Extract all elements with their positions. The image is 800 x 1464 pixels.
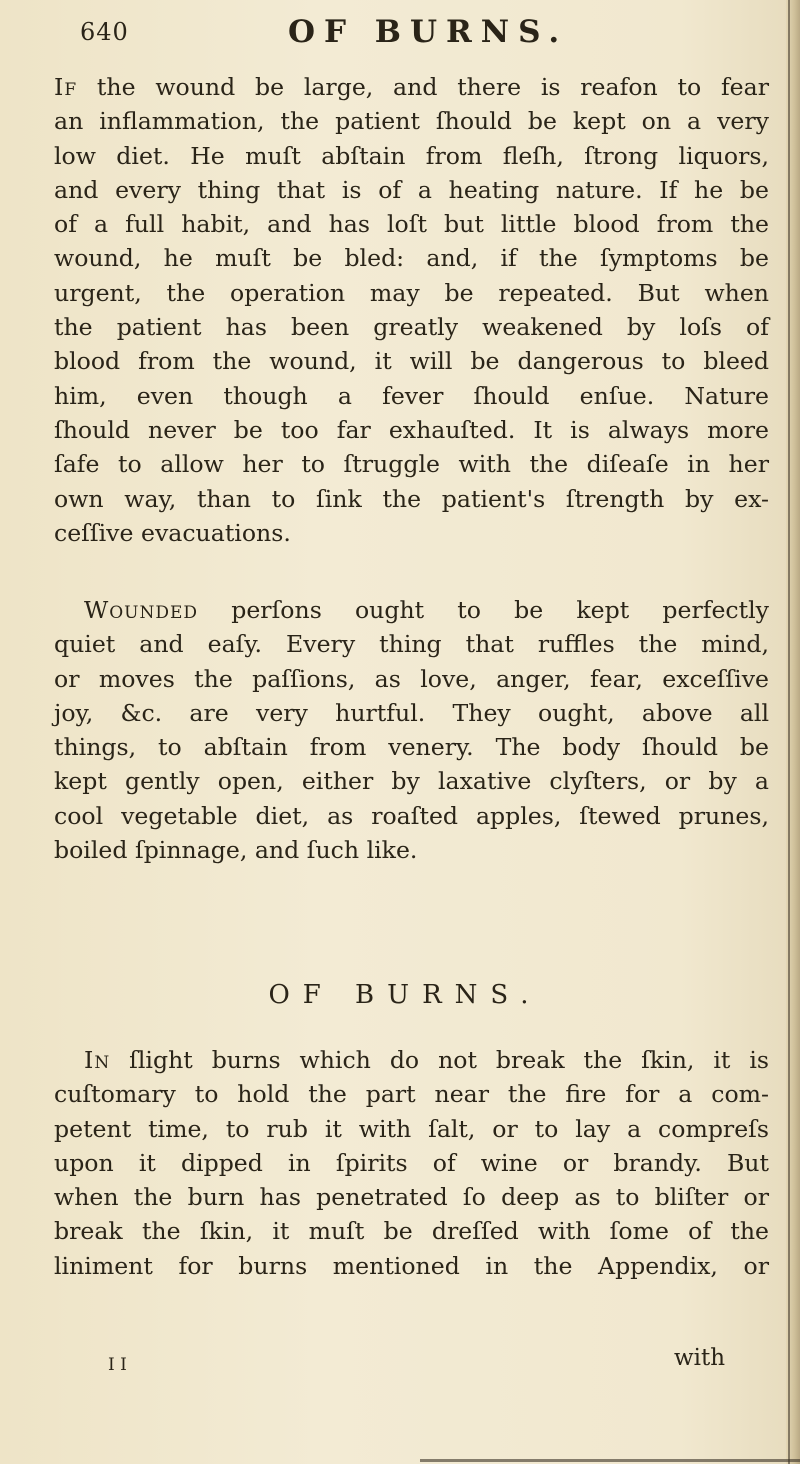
- paragraph-lead: Wounded: [84, 596, 199, 624]
- paragraph-3: [54, 1043, 769, 1283]
- text-line: things, to abſtain from venery. The body ſhould be: [54, 733, 769, 762]
- text-line: an inflammation, the patient ſhould be kept on a very: [54, 107, 769, 136]
- text-line: break the ſkin, it muſt be dreſſed with ſome of the: [54, 1217, 769, 1246]
- text-line: petent time, to rub it with ſalt, or to lay a compreſs: [54, 1114, 769, 1143]
- text-line: ſhould never be too far exhauſted. It is always more: [54, 415, 769, 444]
- text-line: own way, than to ſink the patient's ſtrength by ex-: [54, 484, 769, 513]
- text-line: ſafe to allow her to ſtruggle with the diſeaſe in her: [54, 450, 769, 479]
- text-line: joy, &c. are very hurtful. They ought, above all: [54, 698, 769, 727]
- text-line: ceſſive evacuations.: [54, 518, 291, 547]
- paragraph-2: [54, 593, 769, 867]
- page-number: 640: [80, 18, 129, 46]
- text-line: Wounded perſons ought to be kept perfectly: [84, 596, 769, 624]
- text-line: kept gently open, either by laxative clyſters, or by a: [54, 767, 769, 796]
- text-line: wound, he muſt be bled: and, if the ſymptoms be: [54, 244, 769, 273]
- text-line: boiled ſpinnage, and ſuch like.: [54, 836, 418, 865]
- text-line: cool vegetable diet, as roaſted apples, ſtewed prunes,: [54, 801, 769, 830]
- text-line: If the wound be large, and there is reafon to fear: [54, 73, 769, 101]
- running-head: OF BURNS.: [288, 14, 569, 50]
- text-line: blood from the wound, it will be dangerous to bleed: [54, 347, 769, 376]
- text-line: and every thing that is of a heating nature. If he be: [54, 175, 769, 204]
- text-line: upon it dipped in ſpirits of wine or brandy. But: [54, 1148, 769, 1177]
- text-line: when the burn has penetrated ſo deep as to bliſter or: [54, 1183, 769, 1212]
- text-line: urgent, the operation may be repeated. But when: [54, 278, 769, 307]
- text-line: quiet and eaſy. Every thing that ruffles the mind,: [54, 630, 769, 659]
- page-header: [80, 10, 760, 60]
- text-line: liniment for burns mentioned in the Appendix, or: [54, 1251, 769, 1280]
- page-edge-line: [788, 0, 790, 1464]
- paragraph-lead: In: [84, 1046, 111, 1074]
- text-line: In ſlight burns which do not break the ſkin, it is: [84, 1046, 769, 1074]
- text-line: low diet. He muſt abſtain from fleſh, ſtrong liquors,: [54, 141, 769, 170]
- catchword: with: [674, 1345, 726, 1371]
- bottom-rule: [420, 1459, 800, 1462]
- signature-mark: I I: [108, 1355, 127, 1375]
- text-line: of a full habit, and has loſt but little blood from the: [54, 210, 769, 239]
- paragraph-lead: If: [54, 73, 78, 101]
- text-line: or moves the paſſions, as love, anger, fear, exceſſive: [54, 664, 769, 693]
- text-line: him, even though a fever ſhould enſue. Nature: [54, 381, 769, 410]
- paragraph-1: [54, 70, 769, 550]
- text-line: the patient has been greatly weakened by loſs of: [54, 313, 769, 342]
- text-line: cuſtomary to hold the part near the fire for a com-: [54, 1080, 769, 1109]
- section-heading: OF BURNS.: [268, 980, 542, 1010]
